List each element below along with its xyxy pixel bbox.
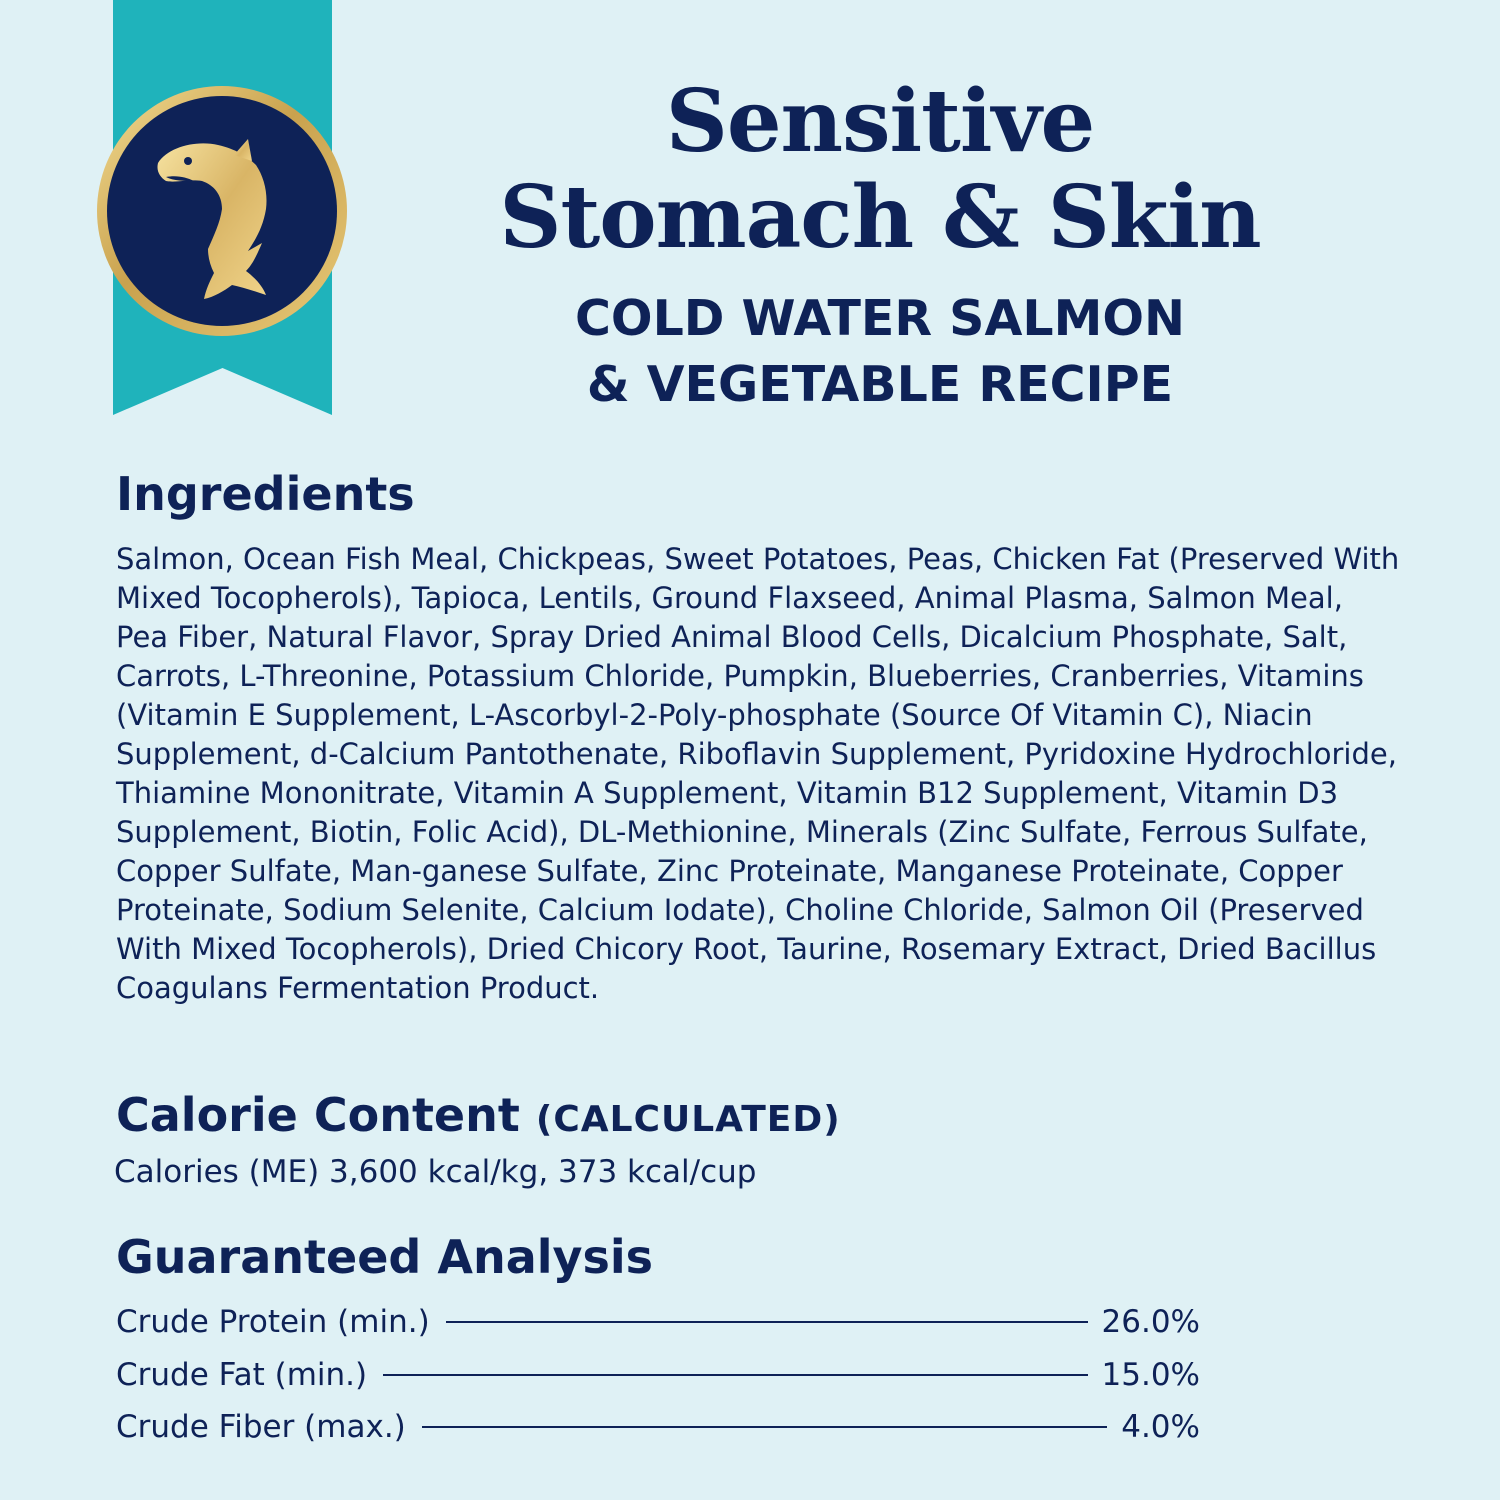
ingredients-text: Salmon, Ocean Fish Meal, Chickpeas, Sweet Potatoes, Peas, Chicken Fat (Preserved With Mixed Tocopherols), Tapioca, Lentils, Ground Flaxseed, Animal Plasma, Salmon Meal, Pea Fiber, Natural Flavor, Spray Dried Animal Blood Cells, Dicalcium Phosphate, Salt, Carrots, L-Threonine, Potassium Chloride, Pumpkin, Blueberries, Cranberries, Vitamins (Vitamin E Supplement, L-Ascorbyl-2-Poly-phosphate (Source Of Vitamin C), Niacin Supplement, d-Calcium Pantothenate, Riboflavin Supplement, Pyridoxine Hydrochloride, Thiamine Mononitrate, Vitamin A Supplement, Vitamin B12 Supplement, Vitamin D3 Supplement, Biotin, Folic Acid), DL-Methionine, Minerals (Zinc Sulfate, Ferrous Sulfate, Copper Sulfate, Man-ganese Sulfate, Zinc Proteinate, Manganese Proteinate, Copper Proteinate, Sodium Selenite, Calcium Iodate), Choline Chloride, Salmon Oil (Preserved With Mixed Tocopherols), Dried Chicory Root, Taurine, Rosemary Extract, Dried Bacillus Coagulans Fermentation Product. [116,542,1400,1005]
calorie-heading [116,1087,841,1148]
analysis-value: 4.0% [1121,1409,1200,1446]
analysis-label: Crude Fiber (max.) [116,1409,406,1446]
analysis-label: Crude Fat (min.) [116,1356,368,1393]
leader-line [422,1426,1107,1428]
product-title-line1: Sensitive [665,71,1095,172]
calorie-heading-label: Calorie Content [116,1088,520,1142]
analysis-row-fiber [116,1401,1200,1454]
analysis-row-protein [116,1296,1200,1349]
leader-line [383,1374,1087,1376]
analysis-row-fat [116,1349,1200,1402]
analysis-value: 26.0% [1101,1304,1200,1341]
analysis-table [116,1296,1200,1454]
calorie-text: Calories (ME) 3,600 kcal/kg, 373 kcal/cup [114,1154,757,1190]
leader-line [446,1321,1088,1323]
recipe-subtitle-line1: COLD WATER SALMON [574,290,1186,347]
salmon-badge [96,85,348,337]
analysis-label: Crude Protein (min.) [116,1304,430,1341]
analysis-value: 15.0% [1101,1356,1200,1393]
ingredients-heading: Ingredients [116,467,415,521]
calorie-qualifier: (CALCULATED) [535,1099,841,1140]
recipe-subtitle-line2: & VEGETABLE RECIPE [586,356,1174,413]
analysis-heading: Guaranteed Analysis [116,1230,654,1284]
product-title-line2: Stomach & Skin [499,167,1261,268]
